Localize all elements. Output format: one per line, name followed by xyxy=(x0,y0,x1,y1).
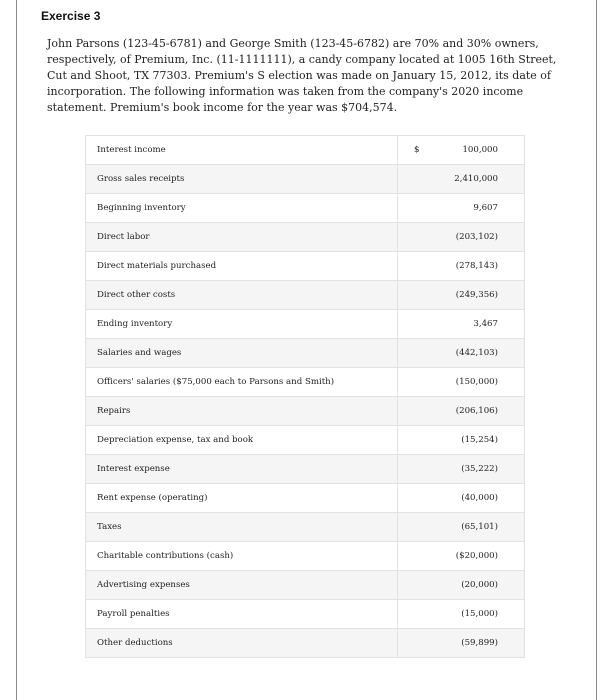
table-row xyxy=(86,252,525,281)
row-label: Beginning inventory xyxy=(86,194,398,223)
row-label: Interest expense xyxy=(86,455,398,484)
row-amount: (203,102) xyxy=(398,223,525,252)
description-line: John Parsons (123-45-6781) and George Smith (123-45-6782) are 70% and 30% owners, xyxy=(47,37,539,50)
row-label: Officers' salaries ($75,000 each to Parsons and Smith) xyxy=(86,368,398,397)
table-row xyxy=(86,571,525,600)
table-row xyxy=(86,339,525,368)
row-label: Direct other costs xyxy=(86,281,398,310)
row-amount: (15,000) xyxy=(398,600,525,629)
row-label: Rent expense (operating) xyxy=(86,484,398,513)
row-amount: ($20,000) xyxy=(398,542,525,571)
row-label: Direct labor xyxy=(86,223,398,252)
table-row xyxy=(86,426,525,455)
row-amount: (40,000) xyxy=(398,484,525,513)
row-amount: (15,254) xyxy=(398,426,525,455)
row-label: Interest income xyxy=(86,136,398,165)
table-row xyxy=(86,310,525,339)
table-row xyxy=(86,194,525,223)
table-row xyxy=(86,600,525,629)
row-amount: (35,222) xyxy=(398,455,525,484)
table-row xyxy=(86,281,525,310)
row-amount: (65,101) xyxy=(398,513,525,542)
row-amount: (150,000) xyxy=(398,368,525,397)
table-row xyxy=(86,136,525,165)
description-line: respectively, of Premium, Inc. (11-1111111), a candy company located at 1005 16th Street, xyxy=(47,53,557,66)
row-amount: (442,103) xyxy=(398,339,525,368)
row-amount: 2,410,000 xyxy=(398,165,525,194)
row-label: Depreciation expense, tax and book xyxy=(86,426,398,455)
currency-symbol: $ xyxy=(414,145,420,155)
row-label: Charitable contributions (cash) xyxy=(86,542,398,571)
row-label: Direct materials purchased xyxy=(86,252,398,281)
table-row xyxy=(86,629,525,658)
table-row xyxy=(86,223,525,252)
table-row xyxy=(86,484,525,513)
row-label: Payroll penalties xyxy=(86,600,398,629)
exercise-description xyxy=(47,36,587,116)
table-row xyxy=(86,513,525,542)
table-row xyxy=(86,165,525,194)
row-amount: 3,467 xyxy=(398,310,525,339)
row-label: Repairs xyxy=(86,397,398,426)
income-statement-table xyxy=(85,135,525,658)
row-label: Advertising expenses xyxy=(86,571,398,600)
row-label: Gross sales receipts xyxy=(86,165,398,194)
row-amount xyxy=(398,136,525,165)
row-label: Ending inventory xyxy=(86,310,398,339)
description-line: Cut and Shoot, TX 77303. Premium's S election was made on January 15, 2012, its date of xyxy=(47,69,551,82)
row-label: Taxes xyxy=(86,513,398,542)
row-amount: (59,899) xyxy=(398,629,525,658)
row-amount: (206,106) xyxy=(398,397,525,426)
exercise-title: Exercise 3 xyxy=(41,9,101,23)
amount-value: 100,000 xyxy=(462,145,498,155)
table-row xyxy=(86,397,525,426)
row-amount: 9,607 xyxy=(398,194,525,223)
row-label: Salaries and wages xyxy=(86,339,398,368)
row-amount: (20,000) xyxy=(398,571,525,600)
description-line: incorporation. The following information was taken from the company's 2020 income xyxy=(47,85,524,98)
table-row xyxy=(86,368,525,397)
table-row xyxy=(86,542,525,571)
row-label: Other deductions xyxy=(86,629,398,658)
row-amount: (249,356) xyxy=(398,281,525,310)
table-row xyxy=(86,455,525,484)
row-amount: (278,143) xyxy=(398,252,525,281)
description-line: statement. Premium's book income for the year was $704,574. xyxy=(47,101,398,114)
